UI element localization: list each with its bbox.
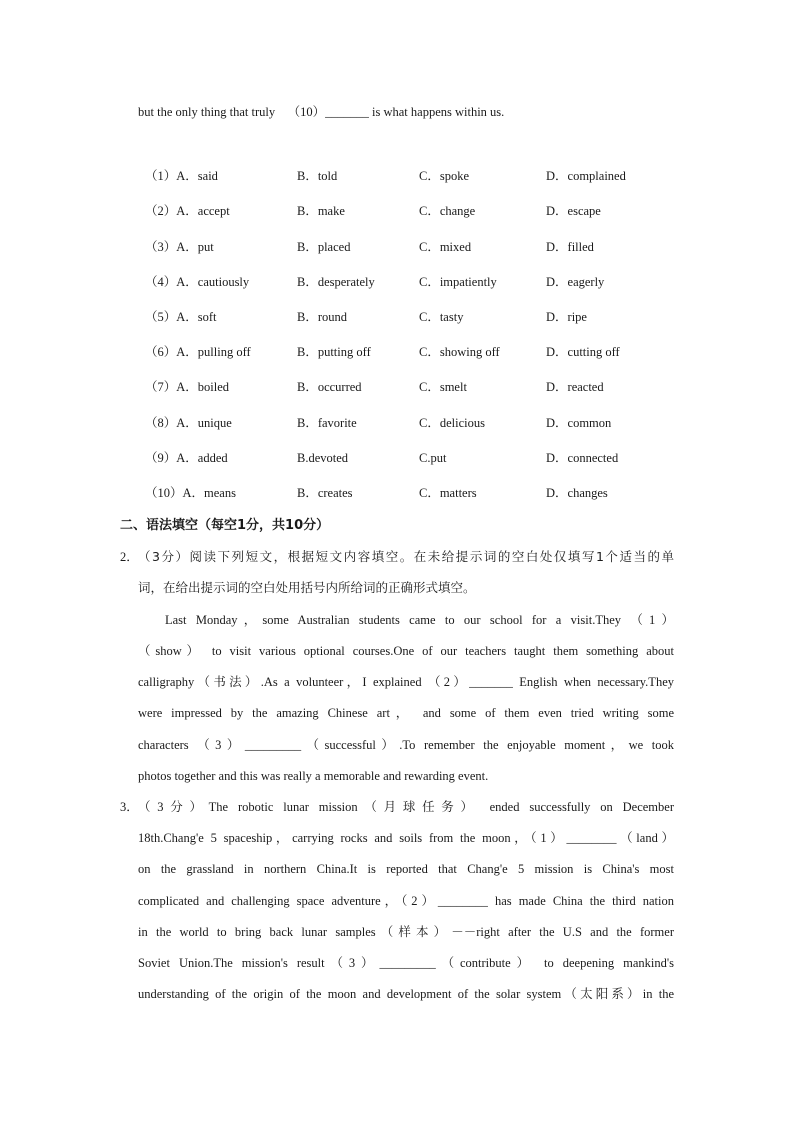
option-a: （6）A．pulling off bbox=[145, 345, 251, 359]
passage-line: characters （3）_________（successful）.To remember the enjoyable moment，we took bbox=[138, 738, 674, 752]
option-a: （7）A．boiled bbox=[145, 380, 230, 394]
option-a: （2）A．accept bbox=[145, 204, 230, 218]
passage-line: calligraphy（书法）.As a volunteer，I explained （2）_______ English when necessary.They bbox=[138, 675, 674, 689]
passage-line: （show） to visit various optional courses.One of our teachers taught them something about bbox=[138, 644, 674, 658]
passage-last-line: but the only thing that truly （10）_______ is what happens within us. bbox=[138, 105, 505, 119]
option-b: B．creates bbox=[297, 486, 353, 500]
passage-line: 18th.Chang'e 5 spaceship，carrying rocks and soils from the moon，（1）________（land） bbox=[138, 831, 674, 845]
option-b: B．round bbox=[297, 310, 348, 324]
option-c: C．delicious bbox=[419, 416, 485, 430]
option-d: D．filled bbox=[546, 240, 594, 254]
passage-line: photos together and this was really a memorable and rewarding event. bbox=[138, 769, 489, 783]
option-row bbox=[145, 378, 685, 396]
section-title: 二、语法填空（每空1分，共10分） bbox=[120, 518, 330, 533]
option-a: （9）A．added bbox=[145, 451, 228, 465]
option-d: D．escape bbox=[546, 204, 601, 218]
option-c: C．change bbox=[419, 204, 476, 218]
option-b: B．putting off bbox=[297, 345, 371, 359]
option-d: D．eagerly bbox=[546, 275, 605, 289]
option-a: （4）A．cautiously bbox=[145, 275, 250, 289]
passage-line: Soviet Union.The mission's result（3）_________（contribute） to deepening mankind's bbox=[138, 956, 674, 970]
option-c: C．showing off bbox=[419, 345, 500, 359]
option-b: B．told bbox=[297, 169, 338, 183]
option-b: B．placed bbox=[297, 240, 351, 254]
option-b: B．make bbox=[297, 204, 345, 218]
option-c: C．matters bbox=[419, 486, 477, 500]
passage-line: （3分）The robotic lunar mission（月球任务） ended successfully on December bbox=[138, 800, 674, 814]
passage-line: were impressed by the amazing Chinese art， and some of them even tried writing some bbox=[138, 706, 674, 720]
option-c: C．smelt bbox=[419, 380, 467, 394]
option-b: B．favorite bbox=[297, 416, 357, 430]
option-d: D．common bbox=[546, 416, 612, 430]
option-d: D．ripe bbox=[546, 310, 587, 324]
option-d: D．reacted bbox=[546, 380, 604, 394]
question-number: 2． bbox=[120, 550, 139, 564]
passage-line: understanding of the origin of the moon and development of the solar system（太阳系）in the bbox=[138, 987, 674, 1001]
option-a: （8）A．unique bbox=[145, 416, 232, 430]
question-instruction: （3分）阅读下列短文，根据短文内容填空。在未给提示词的空白处仅填写1个适当的单 bbox=[138, 549, 674, 564]
question-number: 3． bbox=[120, 800, 139, 814]
option-row bbox=[145, 343, 685, 361]
option-c: C．impatiently bbox=[419, 275, 497, 289]
question-instruction: 词，在给出提示词的空白处用括号内所给词的正确形式填空。 bbox=[138, 580, 476, 595]
option-row bbox=[145, 167, 685, 185]
option-b: B.devoted bbox=[297, 451, 349, 465]
option-a: （1）A．said bbox=[145, 169, 218, 183]
option-row bbox=[145, 308, 685, 326]
option-row bbox=[145, 449, 685, 467]
passage-line: in the world to bring back lunar samples（样本）－－right after the U.S and the former bbox=[138, 925, 674, 939]
option-row bbox=[145, 238, 685, 256]
option-row bbox=[145, 414, 685, 432]
passage-line: complicated and challenging space adventure，（2）________ has made China the third nation bbox=[138, 894, 674, 908]
option-c: C．spoke bbox=[419, 169, 470, 183]
option-b: B．desperately bbox=[297, 275, 375, 289]
option-a: （10）A．means bbox=[145, 486, 236, 500]
option-c: C.put bbox=[419, 451, 447, 465]
option-c: C．tasty bbox=[419, 310, 464, 324]
option-b: B．occurred bbox=[297, 380, 362, 394]
option-a: （3）A．put bbox=[145, 240, 214, 254]
option-row bbox=[145, 273, 685, 291]
passage-line: on the grassland in northern China.It is reported that Chang'e 5 mission is China's most bbox=[138, 862, 674, 876]
option-a: （5）A．soft bbox=[145, 310, 217, 324]
option-d: D．cutting off bbox=[546, 345, 620, 359]
option-d: D．connected bbox=[546, 451, 619, 465]
option-d: D．changes bbox=[546, 486, 608, 500]
option-row bbox=[145, 202, 685, 220]
option-row bbox=[145, 484, 685, 502]
option-d: D．complained bbox=[546, 169, 626, 183]
passage-line: Last Monday，some Australian students came to our school for a visit.They （1） bbox=[165, 613, 674, 627]
option-c: C．mixed bbox=[419, 240, 472, 254]
